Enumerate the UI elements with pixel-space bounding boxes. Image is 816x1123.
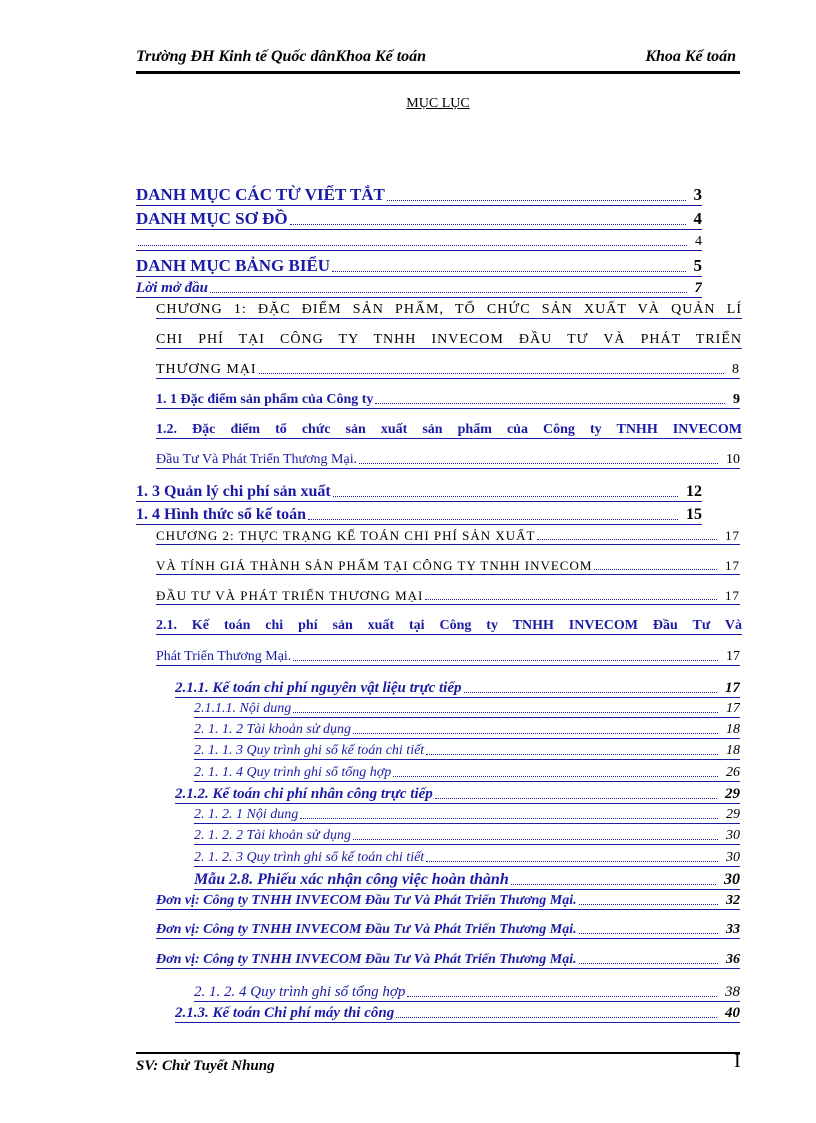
toc-entry-page: 4 [693, 209, 702, 228]
toc-entry-1-3[interactable] [136, 483, 702, 502]
toc-entry-page: 33 [726, 922, 740, 937]
toc-entry-form-2-8[interactable] [194, 871, 740, 890]
toc-entry-label: Đầu Tư Và Phát Triển Thương Mại. [156, 452, 358, 467]
toc-entry-label: ĐẦU TƯ VÀ PHÁT TRIỂN THƯƠNG MẠI [156, 588, 424, 603]
toc-entry-introduction[interactable] [136, 280, 702, 298]
toc-entry-page: 30 [726, 828, 740, 843]
toc-entry-1-2-line1[interactable]: 1.2. Đặc điểm tổ chức sản xuất sản phẩm của Công ty TNHH INVECOM [156, 422, 742, 437]
toc-entry-page: 30 [726, 850, 740, 865]
toc-entry-label: CHƯƠNG 2: THỰC TRẠNG KẾ TOÁN CHI PHÍ SẢN XUẤT [156, 528, 536, 543]
toc-entry-page: 26 [726, 765, 740, 780]
toc-entry-page: 38 [725, 984, 740, 1000]
toc-entry-page: 40 [725, 1005, 740, 1021]
toc-entry-diagrams[interactable] [136, 209, 702, 230]
toc-entry-2-1-line1[interactable]: 2.1. Kế toán chi phí sản xuất tại Công ty TNHH INVECOM Đầu Tư Và [156, 618, 742, 633]
toc-entry-page: 30 [724, 871, 740, 888]
toc-entry-unit-36[interactable] [156, 952, 740, 969]
toc-entry-label: 2. 1. 1. 2 Tài khoản sử dụng [194, 722, 351, 737]
toc-entry-page: 17 [725, 680, 740, 696]
footer-rule [136, 1052, 740, 1054]
toc-entry-label: VÀ TÍNH GIÁ THÀNH SẢN PHẨM TẠI CÔNG TY TNHH INVECOM [156, 558, 593, 573]
toc-entry-unit-32[interactable] [156, 893, 740, 910]
toc-entry-label: 2. 1. 2. 4 Quy trình ghi sổ tổng hợp [194, 984, 406, 1000]
toc-entry-page: 3 [693, 185, 702, 204]
toc-entry-2-1-2-1[interactable] [194, 807, 740, 824]
toc-entry-abbreviations[interactable] [136, 185, 702, 206]
toc-entry-blank[interactable] [136, 234, 702, 251]
toc-entry-page: 10 [726, 452, 740, 467]
toc-entry-1-2-line2[interactable] [156, 452, 740, 469]
toc-entry-page: 18 [726, 743, 740, 758]
toc-entry-label: 2. 1. 2. 1 Nội dung [194, 807, 299, 822]
toc-entry-chapter1-line3[interactable] [156, 362, 740, 379]
toc-entry-page: 15 [686, 506, 702, 523]
footer-page-number: I [734, 1050, 741, 1072]
toc-entry-2-1-2-3[interactable] [194, 850, 740, 867]
toc-entry-2-1-2[interactable] [175, 786, 740, 804]
toc-entry-chapter1-line1[interactable]: CHƯƠNG 1: ĐẶC ĐIỂM SẢN PHẨM, TỔ CHỨC SẢN XUẤT VÀ QUẢN LÍ [156, 302, 742, 317]
toc-entry-2-1-1-4[interactable] [194, 765, 740, 782]
toc-entry-page: 9 [733, 392, 740, 407]
toc-entry-label: DANH MỤC CÁC TỪ VIẾT TẮT [136, 185, 385, 204]
header-school: Trường ĐH Kinh tế Quốc dânKhoa Kế toán [136, 48, 427, 65]
header-rule [136, 71, 740, 74]
header-faculty: Khoa Kế toán [645, 48, 736, 65]
toc-entry-unit-33[interactable] [156, 922, 740, 939]
toc-entry-2-1-1-1[interactable] [194, 701, 740, 718]
toc-entry-chapter1-line2[interactable]: CHI PHÍ TẠI CÔNG TY TNHH INVECOM ĐẦU TƯ VÀ PHÁT TRIỂN [156, 332, 742, 347]
toc-entry-2-1-3[interactable] [175, 1005, 740, 1023]
toc-entry-label: 1. 3 Quản lý chi phí sản xuất [136, 483, 331, 500]
toc-entry-label: 2.1.1.1. Nội dung [194, 701, 292, 716]
toc-entry-page: 18 [726, 722, 740, 737]
toc-entry-label: 2. 1. 2. 2 Tài khoản sử dụng [194, 828, 351, 843]
toc-entry-page: 32 [726, 893, 740, 908]
toc-entry-2-1-line2[interactable] [156, 649, 740, 666]
toc-entry-1-1[interactable] [156, 392, 740, 409]
toc-entry-label: Đơn vị: Công ty TNHH INVECOM Đầu Tư Và Phát Triển Thương Mại. [156, 893, 577, 908]
toc-entry-label: 2. 1. 2. 3 Quy trình ghi sổ kế toán chi tiết [194, 850, 425, 865]
toc-entry-label: 2. 1. 1. 3 Quy trình ghi sổ kế toán chi tiết [194, 743, 425, 758]
toc-entry-label: 2.1.3. Kế toán Chi phí máy thi công [175, 1005, 395, 1021]
toc-entry-chapter2-line2[interactable] [156, 558, 740, 575]
toc-entry-chapter2-line3[interactable] [156, 588, 740, 605]
toc-entry-2-1-1-3[interactable] [194, 743, 740, 760]
toc-entry-1-4[interactable] [136, 506, 702, 525]
toc-entry-label: 1. 1 Đặc điểm sản phẩm của Công ty [156, 392, 374, 407]
toc-entry-label: 2. 1. 1. 4 Quy trình ghi sổ tổng hợp [194, 765, 392, 780]
toc-entry-page: 7 [694, 280, 702, 296]
toc-entry-page: 29 [726, 807, 740, 822]
toc-entry-2-1-1-2[interactable] [194, 722, 740, 739]
toc-entry-page: 17 [725, 528, 740, 543]
toc-entry-label: Lời mở đầu [136, 280, 208, 296]
toc-entry-label: Đơn vị: Công ty TNHH INVECOM Đầu Tư Và Phát Triển Thương Mại. [156, 922, 577, 937]
toc-entry-page: 36 [726, 952, 740, 967]
toc-entry-label: 1. 4 Hình thức sổ kế toán [136, 506, 307, 523]
footer-student: SV: Chử Tuyết Nhung [136, 1058, 275, 1074]
toc-entry-page: 5 [693, 256, 702, 275]
toc-entry-label: DANH MỤC SƠ ĐỒ [136, 209, 288, 228]
toc-entry-page: 17 [725, 558, 740, 573]
toc-entry-2-1-2-4[interactable] [194, 984, 740, 1002]
toc-entry-label: Mẫu 2.8. Phiếu xác nhận công việc hoàn thành [194, 871, 509, 888]
toc-entry-label: THƯƠNG MẠI [156, 362, 257, 377]
page-title: MỤC LỤC [406, 96, 470, 111]
toc-entry-label: 2.1.1. Kế toán chi phí nguyên vật liệu trực tiếp [175, 680, 462, 696]
toc-entry-page: 17 [726, 701, 740, 716]
toc-entry-2-1-2-2[interactable] [194, 828, 740, 845]
toc-entry-label: 2.1.2. Kế toán chi phí nhân công trực tiếp [175, 786, 433, 802]
toc-entry-label: Đơn vị: Công ty TNHH INVECOM Đầu Tư Và Phát Triển Thương Mại. [156, 952, 577, 967]
toc-entry-2-1-1[interactable] [175, 680, 740, 698]
toc-entry-page: 8 [732, 362, 740, 377]
toc-entry-tables[interactable] [136, 256, 702, 277]
toc-entry-page: 29 [725, 786, 740, 802]
toc-entry-page: 12 [686, 483, 702, 500]
toc-entry-page: 17 [725, 588, 740, 603]
toc-entry-label: Phát Triển Thương Mại. [156, 649, 292, 664]
toc-entry-page: 4 [695, 234, 702, 249]
toc-entry-label: DANH MỤC BẢNG BIỂU [136, 256, 331, 275]
toc-entry-page: 17 [726, 649, 740, 664]
toc-entry-chapter2-line1[interactable] [156, 528, 740, 545]
